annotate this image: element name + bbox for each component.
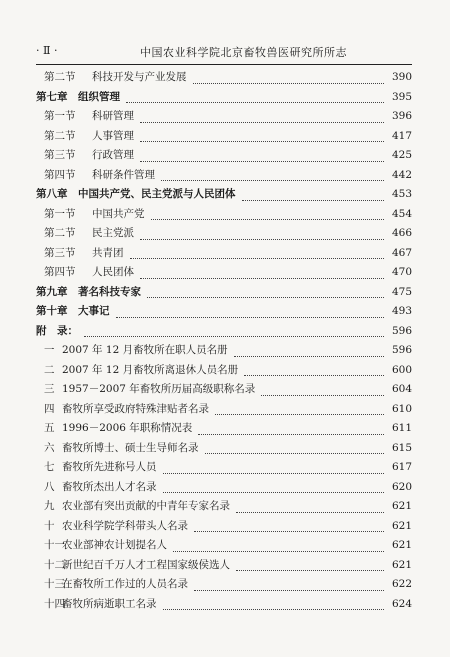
toc-entry-number: 一: [44, 344, 55, 356]
toc-leader-dots: [194, 570, 384, 591]
toc-entry-page: 442: [391, 168, 412, 181]
running-header: [36, 44, 412, 62]
toc-leader-dots: [194, 512, 384, 533]
toc-entry-title: 1957－2007 年畜牧所历届高级职称名录: [62, 383, 256, 395]
toc-entry-number: 四: [44, 402, 55, 415]
toc-entry-page: 604: [391, 383, 412, 395]
toc-entry-number: 十四: [44, 597, 65, 610]
toc-entry-page: 621: [391, 519, 412, 532]
toc-entry-number: 第三节: [44, 149, 76, 161]
toc-entry-page: 467: [391, 246, 412, 259]
toc-entry-number: 第二节: [44, 227, 76, 239]
toc-entry-page: 610: [391, 402, 412, 415]
toc-leader-dots: [244, 356, 384, 377]
toc-entry-page: 395: [391, 90, 412, 103]
toc-entry-page: 493: [391, 305, 412, 317]
toc-leader-dots: [261, 375, 384, 396]
toc-entry-number: 第四节: [44, 266, 76, 278]
toc-entry-number: 十: [44, 519, 55, 532]
toc-leader-dots: [193, 63, 384, 84]
toc-entry-number: 第三节: [44, 246, 76, 259]
toc-entry-title: 共青团: [92, 246, 124, 259]
toc-entry: [36, 595, 412, 615]
toc-entry-number: 第七章: [36, 90, 68, 103]
toc-entry-page: 621: [391, 539, 412, 551]
toc-entry-title: 民主党派: [92, 227, 134, 239]
toc-entry-title: 著名科技专家: [78, 285, 141, 298]
toc-entry-title: 2007 年 12 月畜牧所在职人员名册: [62, 344, 228, 356]
toc-entry-number: 第八章: [36, 188, 68, 200]
header-page-number: · Ⅱ ·: [36, 44, 58, 57]
toc-entry-page: 453: [391, 188, 412, 200]
toc-leader-dots: [140, 102, 384, 123]
toc-entry-page: 611: [391, 422, 412, 434]
toc-entry-title: 人民团体: [92, 266, 134, 278]
toc-leader-dots: [151, 200, 384, 221]
toc-entry-number: 十二: [44, 558, 65, 571]
toc-leader-dots: [163, 590, 384, 611]
toc-entry-title: 新世纪百千万人才工程国家级侯选人: [62, 558, 230, 571]
toc-entry-page: 475: [391, 285, 412, 298]
toc-entry-page: 466: [391, 227, 412, 239]
toc-entry-title: 人事管理: [92, 129, 134, 142]
toc-entry-page: 621: [391, 500, 412, 512]
toc-entry-number: 附 录：: [36, 324, 78, 337]
toc-entry-page: 454: [391, 207, 412, 220]
toc-leader-dots: [140, 219, 384, 240]
toc-entry-title: 畜牧所先进称号人员: [62, 461, 157, 473]
toc-leader-dots: [126, 83, 384, 104]
toc-entry-title: 组织管理: [78, 90, 120, 103]
toc-entry-title: 科技开发与产业发展: [92, 71, 187, 83]
toc-leader-dots: [163, 473, 384, 494]
toc-leader-dots: [236, 551, 384, 572]
toc-entry-page: 621: [391, 558, 412, 571]
toc-entry-page: 417: [391, 129, 412, 142]
toc-entry-number: 第一节: [44, 110, 76, 122]
toc-entry-page: 620: [391, 480, 412, 493]
toc-entry-title: 大事记: [78, 305, 110, 317]
toc-leader-dots: [236, 492, 384, 513]
toc-leader-dots: [116, 297, 384, 318]
toc-leader-dots: [130, 239, 384, 260]
toc-entry-title: 农业科学院学科带头人名录: [62, 519, 188, 532]
toc-entry-title: 2007 年 12 月畜牧所离退休人员名册: [62, 363, 239, 376]
toc-entry-number: 七: [44, 461, 55, 473]
toc-leader-dots: [140, 141, 384, 162]
toc-entry-number: 第四节: [44, 168, 76, 181]
toc-entry-page: 390: [391, 71, 412, 83]
toc-entry-number: 二: [44, 363, 55, 376]
toc-entry-title: 中国共产党、民主党派与人民团体: [78, 188, 236, 200]
toc-entry-page: 622: [391, 578, 412, 590]
toc-entry-number: 第一节: [44, 207, 76, 220]
toc-entry-title: 畜牧所杰出人才名录: [62, 480, 157, 493]
toc-entry-number: 五: [44, 422, 55, 434]
toc-entry-title: 畜牧所博士、硕士生导师名录: [62, 441, 199, 454]
toc-entry-number: 十一: [44, 539, 65, 551]
toc-entry-number: 八: [44, 480, 55, 493]
toc-entry-title: 畜牧所病逝职工名录: [62, 597, 157, 610]
toc-entry-page: 615: [391, 441, 412, 454]
toc-entry-page: 617: [391, 461, 412, 473]
toc-leader-dots: [84, 317, 384, 338]
toc-entry-title: 1996－2006 年职称情况表: [62, 422, 193, 434]
toc-entry-title: 科研管理: [92, 110, 134, 122]
toc-entry-title: 科研条件管理: [92, 168, 155, 181]
table-of-contents: [36, 68, 412, 614]
toc-entry-number: 第二节: [44, 71, 76, 83]
toc-entry-number: 三: [44, 383, 55, 395]
toc-entry-title: 农业部有突出贡献的中青年专家名录: [62, 500, 230, 512]
toc-entry-title: 农业部神农计划提名人: [62, 539, 167, 551]
toc-entry-number: 第九章: [36, 285, 68, 298]
toc-entry-title: 中国共产党: [92, 207, 145, 220]
toc-entry-number: 第二节: [44, 129, 76, 142]
toc-entry-page: 396: [391, 110, 412, 122]
header-title: 中国农业科学院北京畜牧兽医研究所所志: [140, 46, 347, 59]
toc-leader-dots: [140, 122, 384, 143]
toc-leader-dots: [163, 453, 384, 474]
toc-entry-page: 600: [391, 363, 412, 376]
toc-leader-dots: [140, 258, 384, 279]
toc-entry-title: 行政管理: [92, 149, 134, 161]
toc-leader-dots: [242, 180, 384, 201]
toc-entry-number: 第十章: [36, 305, 68, 317]
toc-entry-number: 十三: [44, 578, 65, 590]
toc-entry-page: 425: [391, 149, 412, 161]
toc-leader-dots: [215, 395, 384, 416]
toc-entry-number: 九: [44, 500, 55, 512]
toc-entry-number: 六: [44, 441, 55, 454]
toc-entry-title: 畜牧所享受政府特殊津贴者名录: [62, 402, 209, 415]
toc-leader-dots: [198, 414, 384, 435]
toc-leader-dots: [234, 336, 384, 357]
toc-entry-title: 在畜牧所工作过的人员名录: [62, 578, 188, 590]
toc-leader-dots: [205, 434, 384, 455]
toc-entry-page: 596: [391, 344, 412, 356]
toc-entry-page: 470: [391, 266, 412, 278]
toc-entry-page: 624: [391, 597, 412, 610]
toc-leader-dots: [147, 278, 384, 299]
toc-leader-dots: [161, 161, 384, 182]
toc-leader-dots: [173, 531, 384, 552]
toc-entry-page: 596: [391, 324, 412, 337]
